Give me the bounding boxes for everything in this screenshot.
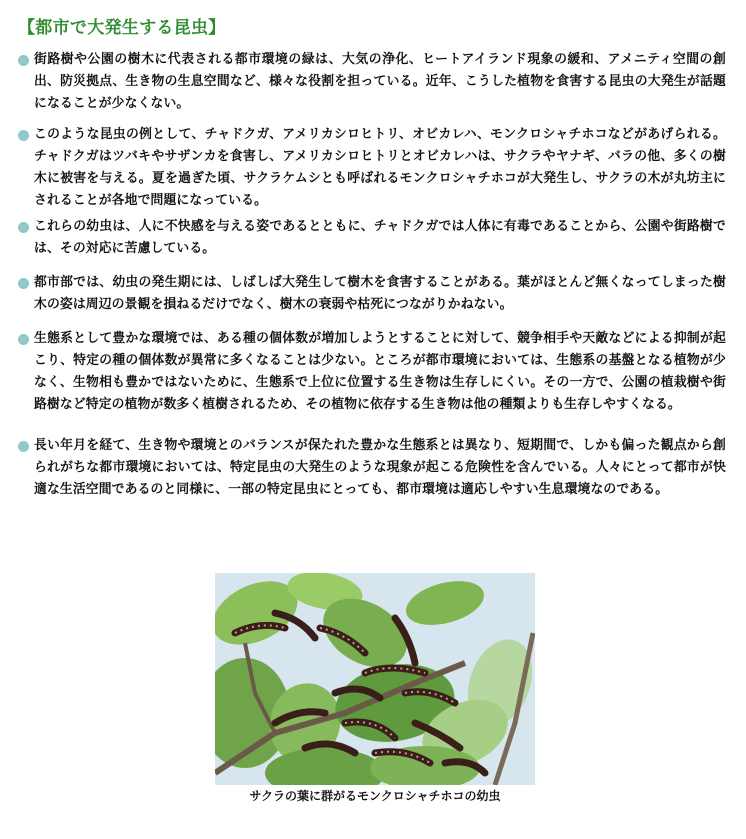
bullet-icon <box>18 222 29 233</box>
bullet-icon <box>18 441 29 452</box>
paragraph-text: このような昆虫の例として、チャドクガ、アメリカシロヒトリ、オビカレハ、モンクロシャチホコなどがあげられる。チャドクガはツバキやサザンカを食害し、アメリカシロヒトリとオビカレハは、サクラやヤナギ、バラの他、多くの樹木に被害を与える。夏を過ぎた頃、サクラケムシとも呼ばれるモンクロシャチホコが大発生し、サクラの木が丸坊主にされることが各地で問題になっている。 <box>34 127 726 208</box>
paragraph-text: これらの幼虫は、人に不快感を与える姿であるとともに、チャドクガでは人体に有毒であることから、公園や街路樹では、その対応に苦慮している。 <box>34 219 726 256</box>
bullet-icon <box>18 130 29 141</box>
paragraph <box>18 124 726 212</box>
bullet-icon <box>18 278 29 289</box>
paragraph-text: 都市部では、幼虫の発生期には、しばしば大発生して樹木を食害することがある。葉がほとんど無くなってしまった樹木の姿は周辺の景観を損ねるだけでなく、樹木の衰弱や枯死につながりかねない。 <box>34 275 726 312</box>
paragraph <box>18 216 726 260</box>
paragraph <box>18 328 726 416</box>
page-title: 【都市で大発生する昆虫】 <box>18 18 226 38</box>
bullet-icon <box>18 55 29 66</box>
paragraph <box>18 435 726 501</box>
paragraph-text: 生態系として豊かな環境では、ある種の個体数が増加しようとすることに対して、競争相手や天敵などによる抑制が起こり、特定の種の個体数が異常に多くなることは少ない。ところが都市環境においては、生態系の基盤となる植物が少なく、生物相も豊かではないために、生態系で上位に位置する生き物は生存しにくい。その一方で、公園の植栽樹や街路樹など特定の植物が数多く植樹されるため、その植物に依存する生き物は他の種類よりも生存しやすくなる。 <box>34 331 726 412</box>
bullet-icon <box>18 334 29 345</box>
paragraph-text: 街路樹や公園の樹木に代表される都市環境の緑は、大気の浄化、ヒートアイランド現象の緩和、アメニティ空間の創出、防災拠点、生き物の生息空間など、様々な役割を担っている。近年、こうした植物を食害する昆虫の大発生が話題になることが少なくない。 <box>34 52 726 111</box>
paragraph <box>18 272 726 316</box>
caterpillar-photo <box>215 573 535 785</box>
photo-caption: サクラの葉に群がるモンクロシャチホコの幼虫 <box>249 789 501 803</box>
paragraph <box>18 49 726 115</box>
paragraph-text: 長い年月を経て、生き物や環境とのバランスが保たれた豊かな生態系とは異なり、短期間で、しかも偏った観点から創られがちな都市環境においては、特定昆虫の大発生のような現象が起こる危険性を含んでいる。人々にとって都市が快適な生活空間であるのと同様に、一部の特定昆虫にとっても、都市環境は適応しやすい生息環境なのである。 <box>34 438 726 497</box>
